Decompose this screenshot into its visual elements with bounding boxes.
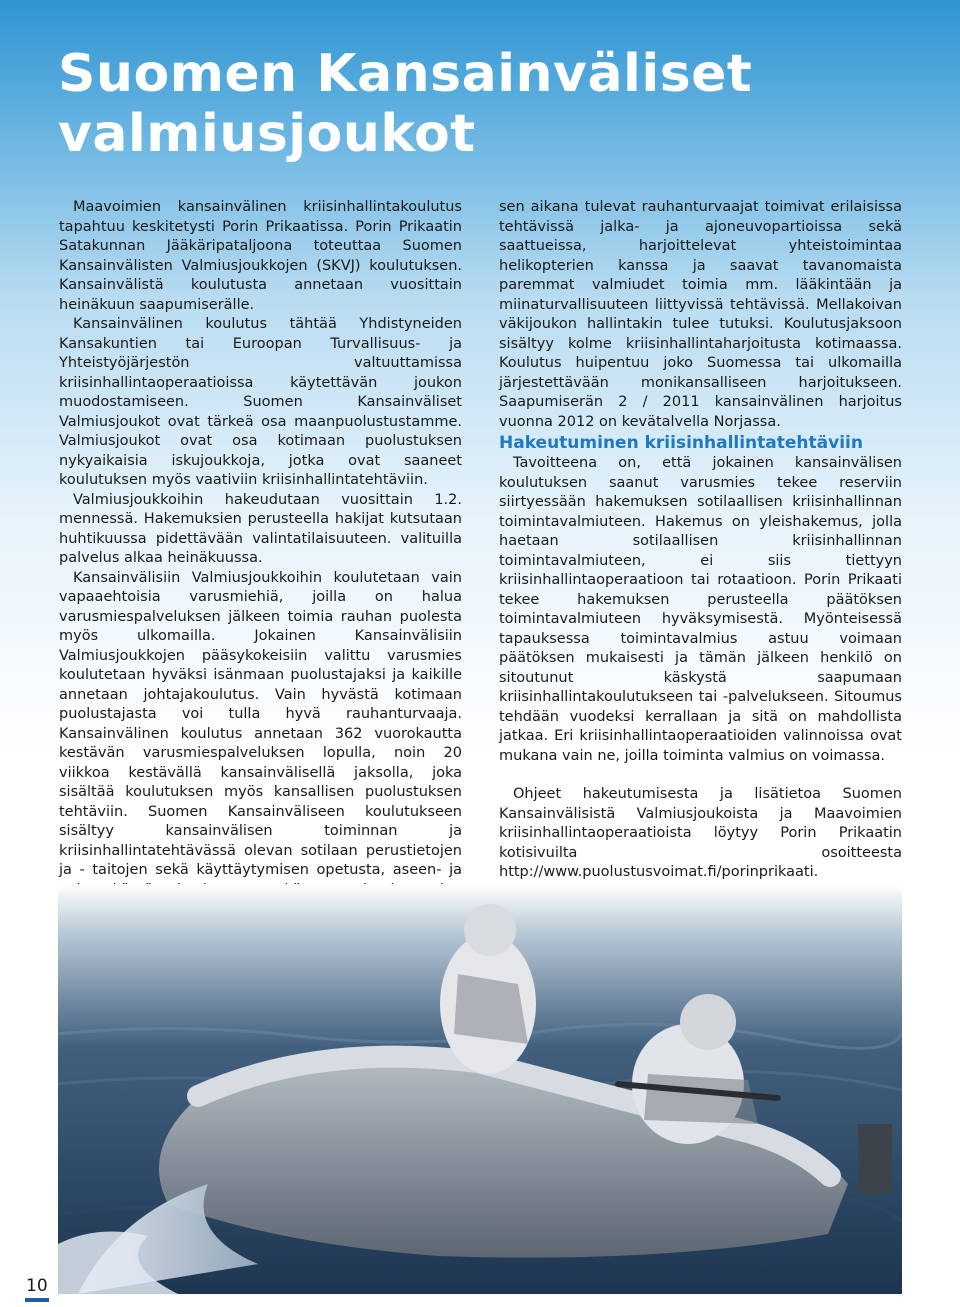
- right-paragraph-3: Ohjeet hakeutumisesta ja lisätietoa Suomen Kansainvälisistä Valmiusjoukoista ja Maavoimien kriisinhallintaoperaatioista löytyy Porin Prikaatin kotisivuilta osoitteesta http://www.puolustusvoimat.fi/porinprikaati.: [499, 786, 902, 880]
- left-paragraph-1: Maavoimien kansainvälinen kriisinhallintakoulutus tapahtuu keskitetysti Porin Prikaatissa. Porin Prikaatin Satakunnan Jääkäripataljoona toteuttaa Suomen Kansainvälisten Valmiusjoukkojen (SKVJ) koulutuksen. Kansainvälistä koulutusta annetaan vuosittain heinäkuun saapumiserälle.: [59, 199, 462, 313]
- title-line-2: valmiusjoukot: [58, 104, 476, 164]
- boat-photo: [58, 884, 902, 1294]
- page-title: [58, 44, 752, 164]
- page-number: 10: [26, 1276, 48, 1296]
- section-subheading: Hakeutuminen kriisinhallintatehtäviin: [499, 433, 863, 453]
- right-paragraph-1: sen aikana tulevat rauhanturvaajat toimivat erilaisissa tehtävissä jalka- ja ajoneuvopartioissa sekä saattueissa, harjoittelevat yhteistoimintaa helikopterien kanssa ja saavat tavanomaista paremmat valmiudet toimia mm. lääkintään ja miinaturvallisuuteen liittyvissä tehtävissä. Mellakoivan väkijoukon hallintakin tulee tutuksi. Koulutusjaksoon sisältyy kolme kriisinhallintaharjoitusta kotimaassa. Koulutus huipentuu joko Suomessa tai ulkomailla järjestettävään monikansalliseen harjoitukseen. Saapumiserän 2 / 2011 kansainvälinen harjoitus vuonna 2012 on kevätalvella Norjassa.: [499, 199, 902, 430]
- outboard-motor: [858, 1124, 892, 1194]
- right-column: [499, 198, 902, 883]
- right-paragraph-2: Tavoitteena on, että jokainen kansainvälisen koulutuksen saanut varusmies tekee reserviin siirtyessään hakemuksen sotilaallisen kriisinhallinnan toimintavalmiuteen. Hakemus on yleishakemus, jolla haetaan sotilaallisen kriisinhallinnan toimintavalmiuteen, ei siis tiettyyn kriisinhallintaoperaatioon tai rotaatioon. Porin Prikaati tekee hakemuksen perusteella päätöksen toimintavalmiuteen hyväksymisestä. Myönteisessä tapauksessa toimintavalmius astuu voimaan päätöksen mukaisesti ja tämän jälkeen henkilö on sitoutunut käskystä saapumaan kriisinhallintakoulutukseen tai -palvelukseen. Sitoumus tehdään vuodeksi kerrallaan ja sitä on mahdollista jatkaa. Eri kriisinhallintaoperaatioiden valinnoissa ovat mukana vain ne, joilla toiminta valmius on voimassa.: [499, 455, 902, 764]
- title-line-1: Suomen Kansainväliset: [58, 44, 753, 104]
- left-column: [59, 198, 462, 959]
- left-paragraph-3: Valmiusjoukkoihin hakeudutaan vuosittain 1.2. mennessä. Hakemuksien perusteella hakijat kutsutaan huhtikuussa pidettävään valintatilaisuuteen. valituilla palvelus alkaa heinäkuussa.: [59, 491, 462, 566]
- page-number-bar: [25, 1298, 49, 1302]
- left-paragraph-4: Kansainvälisiin Valmiusjoukkoihin koulutetaan vain vapaaehtoisia varusmiehiä, joilla on halua varusmiespalveluksen jälkeen toimia rauhan puolesta myös ulkomailla. Jokainen Kansainvälisiin Valmiusjoukkojen pääsykokeisiin valittu varusmies koulutetaan hyväksi isänmaan puolustajaksi ja kaikille annetaan johtajakoulutus. Vain hyvästä kotimaan puolustajasta voi tulla hyvä rauhanturvaaja. Kansainvälinen koulutus annetaan 362 vuorokautta kestävän varusmiespalveluksen lopulla, noin 20 viikkoa kestävällä kansainvälisellä jaksolla, joka sisältää koulutuksen myös kansallisen puolustuksen tehtäviin. Suomen Kansainväliseen koulutukseen sisältyy kansainvälisen toiminnan ja kriisinhallintatehtävässä olevan sotilaan perustietojen ja - taitojen sekä käyttäytymisen opetusta, aseen- ja: [59, 569, 462, 878]
- left-paragraph-2: Kansainvälinen koulutus tähtää Yhdistyneiden Kansakuntien tai Euroopan Turvallisuus- ja Yhteistyöjärjestön valtuuttamissa kriisinhallintaoperaatioissa käytettävän joukon muodostamiseen. Suomen Kansainväliset Valmiusjoukot ovat tärkeä osa maanpuolustustamme. Valmiusjoukot ovat osa kotimaan puolustuksen nykyaikaisia iskujoukkoja, jotka ovat saaneet koulutuksen myös vaativiin kriisinhallintatehtäviin.: [59, 316, 462, 488]
